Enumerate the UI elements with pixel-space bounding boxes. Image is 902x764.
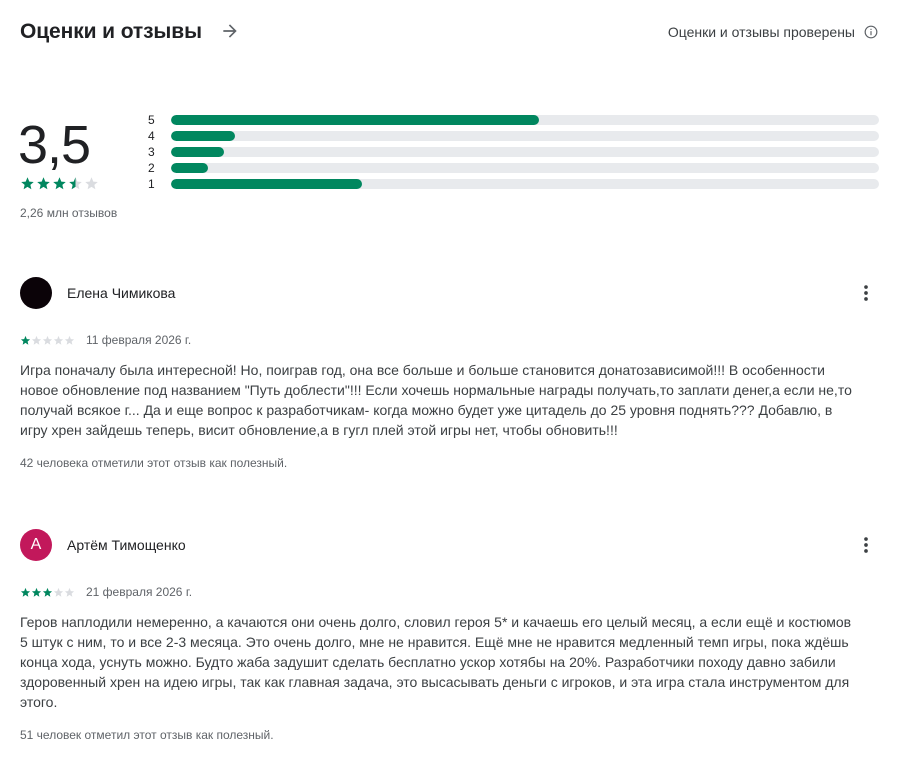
histogram-label: 3 <box>148 145 155 159</box>
verified-label: Оценки и отзывы проверены <box>667 24 855 40</box>
review-stars <box>20 587 75 598</box>
histogram-label: 5 <box>148 113 155 127</box>
histogram-label: 2 <box>148 161 155 175</box>
star-icon <box>68 176 83 191</box>
star-icon <box>53 335 64 346</box>
star-icon <box>53 587 64 598</box>
histogram-track <box>171 163 879 173</box>
histogram-track <box>171 131 879 141</box>
histogram-row <box>148 144 880 160</box>
star-icon <box>20 335 31 346</box>
star-icon <box>42 587 53 598</box>
reviews-count: 2,26 млн отзывов <box>20 206 118 220</box>
histogram-row <box>148 112 880 128</box>
histogram-row <box>148 128 880 144</box>
histogram-bar <box>171 131 235 141</box>
review-author: Елена Чимикова <box>67 285 176 301</box>
histogram-bar <box>171 163 208 173</box>
more-vert-icon[interactable] <box>852 531 880 559</box>
histogram-bar <box>171 147 224 157</box>
histogram-track <box>171 115 879 125</box>
histogram-track <box>171 179 879 189</box>
avatar <box>20 529 52 561</box>
review-helpful-count: 42 человека отметили этот отзыв как полезный. <box>20 456 288 470</box>
star-icon <box>64 335 75 346</box>
histogram-row <box>148 176 880 192</box>
histogram-bar <box>171 115 539 125</box>
review-author: Артём Тимощенко <box>67 537 186 553</box>
arrow-right-icon[interactable] <box>220 21 240 43</box>
star-icon <box>42 335 53 346</box>
star-icon <box>31 335 42 346</box>
star-icon <box>31 587 42 598</box>
ratings-header <box>20 18 878 48</box>
avatar <box>20 277 52 309</box>
review-helpful-count: 51 человек отметил этот отзыв как полезный. <box>20 728 274 742</box>
verified-link[interactable] <box>668 24 878 40</box>
histogram-label: 4 <box>148 129 155 143</box>
rating-summary <box>20 112 880 222</box>
star-icon <box>36 176 51 191</box>
histogram-row <box>148 160 880 176</box>
avatar-letter: А <box>30 536 42 553</box>
review-card <box>20 529 880 742</box>
star-icon <box>64 587 75 598</box>
review-stars <box>20 335 75 346</box>
review-date: 11 февраля 2026 г. <box>86 333 192 347</box>
review-text: Геров наплодили немеренно, а качаются они очень долго, словил героя 5* и качаешь его целый месяц, а если ещё и костюмов 5 штук с ним, то и все 2-3 месяца. Это очень долго, мне не нравится. Ещё мне не нравится медленный темп игры, пока ждёшь конца хода, уснуть можно. Будто жаба задушит сделать бесплатно ускор хотябы на 20%. Разработчики походу давно забили здоровенный хрен на идею игры, так как главная задача, это высасывать деньги с игроков, и эта игра стала инструментом для этого. <box>20 614 852 710</box>
histogram-label: 1 <box>148 177 155 191</box>
more-vert-icon[interactable] <box>852 279 880 307</box>
info-icon[interactable] <box>864 25 878 39</box>
star-icon <box>52 176 67 191</box>
average-score: 3,5 <box>18 115 91 175</box>
star-icon <box>20 176 35 191</box>
review-card <box>20 277 880 470</box>
histogram-track <box>171 147 879 157</box>
section-title: Оценки и отзывы <box>20 20 202 43</box>
rating-histogram <box>148 112 880 192</box>
review-date: 21 февраля 2026 г. <box>86 585 193 599</box>
average-stars <box>20 176 99 191</box>
star-icon <box>20 587 31 598</box>
star-icon <box>84 176 99 191</box>
review-text: Игра поначалу была интересной! Но, поиграв год, она все больше и больше становится донатозависимой!!! В особенности новое обновление под названием "Путь доблести"!!! Если хочешь нормальные награды получать,то заплати денег,а если не,то получай всякое г... Да и еще вопрос к разработчикам- когда можно будет уже цитадель до 25 уровня поднять??? Добавлю, в игру хрен зайдешь теперь, висит обновление,а в гугл плей этой игры нет, чтобы обновить!!! <box>20 362 852 438</box>
histogram-bar <box>171 179 362 189</box>
